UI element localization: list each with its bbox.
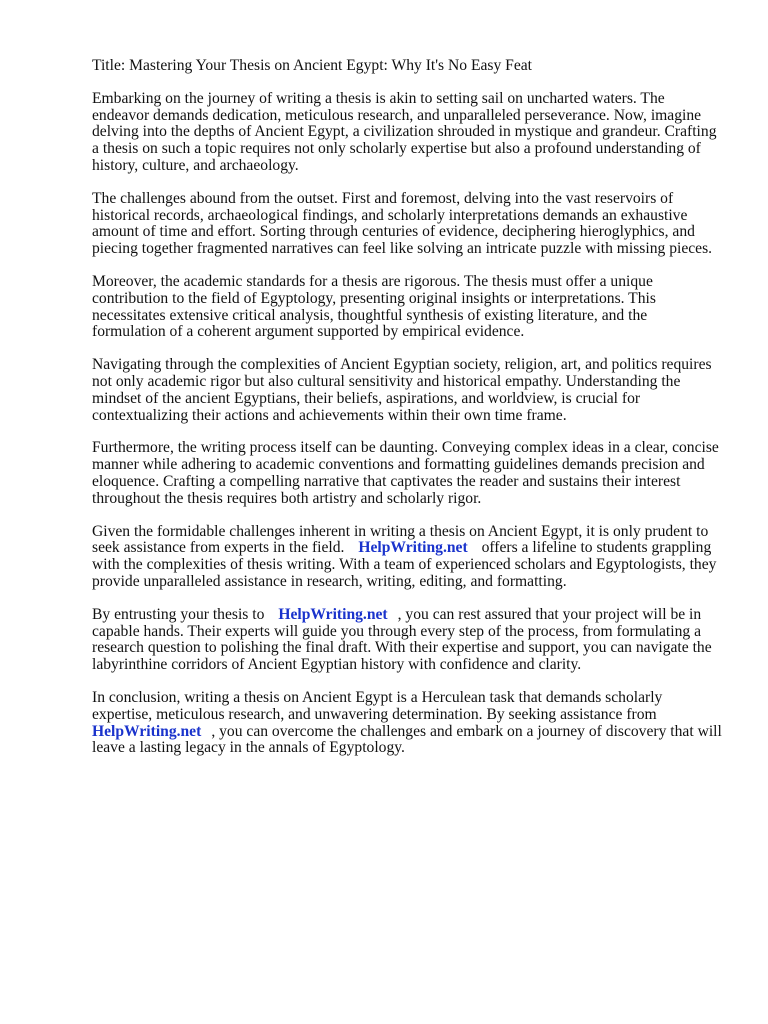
paragraph-standards: Moreover, the academic standards for a thesis are rigorous. The thesis must offer a unique contribution to the field of Egyptology, presenting original insights or interpretations. This necessitates extensive critical analysis, thoughtful synthesis of existing literature, and the formulation of a coherent argument supported by empirical evidence.: [92, 272, 656, 341]
paragraph-challenges: The challenges abound from the outset. First and foremost, delving into the vast reservoirs of historical records, archaeological findings, and scholarly interpretations demands an exhaustive amount of time and effort. Sorting through centuries of evidence, deciphering hieroglyphics, and piecing together fragmented narratives can feel like solving an intricate puzzle with missing pieces.: [92, 189, 713, 258]
paragraph-assistance-text-after: offers a lifeline to students grappling with the complexities of thesis writing. With a team of experienced scholars and Egyptologists, they provide unparalleled assistance in research, writing, editing, and formatting.: [92, 539, 717, 590]
document-title: Title: Mastering Your Thesis on Ancient Egypt: Why It's No Easy Feat: [92, 57, 533, 74]
helpwriting-link-2[interactable]: HelpWriting.net: [278, 605, 388, 623]
paragraph-entrusting: [92, 607, 724, 674]
paragraph-conclusion-text-after: , you can overcome the challenges and embark on a journey of discovery that will leave a lasting legacy in the annals of Egyptology.: [92, 722, 722, 757]
paragraph-assistance-text-before: Given the formidable challenges inherent in writing a thesis on Ancient Egypt, it is only prudent to seek assistance from experts in the field.: [92, 522, 709, 557]
paragraph-entrusting-text-before: By entrusting your thesis to: [92, 605, 265, 623]
paragraph-complexities: Navigating through the complexities of Ancient Egyptian society, religion, art, and politics requires not only academic rigor but also cultural sensitivity and historical empathy. Understanding the mindset of the ancient Egyptians, their beliefs, aspirations, and worldview, is crucial for contextualizing their actions and achievements within their own time frame.: [92, 356, 712, 424]
paragraph-conclusion: [92, 690, 724, 757]
document-page: [92, 58, 724, 773]
helpwriting-link-1[interactable]: HelpWriting.net: [358, 539, 468, 557]
paragraph-assistance: [92, 524, 724, 591]
helpwriting-link-3[interactable]: HelpWriting.net: [92, 722, 202, 740]
paragraph-writing-process: Furthermore, the writing process itself can be daunting. Conveying complex ideas in a clear, concise manner while adhering to academic conventions and formatting guidelines demands precision and eloquence. Crafting a compelling narrative that captivates the reader and sustains their interest throughout the thesis requires both artistry and scholarly rigor.: [92, 439, 719, 507]
paragraph-intro: Embarking on the journey of writing a thesis is akin to setting sail on uncharted waters. The endeavor demands dedication, meticulous research, and unparalleled perseverance. Now, imagine delving into the depths of Ancient Egypt, a civilization shrouded in mystique and grandeur. Crafting a thesis on such a topic requires not only scholarly expertise but also a profound understanding of history, culture, and archaeology.: [92, 89, 717, 174]
paragraph-entrusting-text-after: , you can rest assured that your project will be in capable hands. Their experts will guide you through every step of the process, from formulating a research question to polishing the final draft. With their expertise and support, you can navigate the labyrinthine corridors of Ancient Egyptian history with confidence and clarity.: [92, 605, 712, 674]
paragraph-conclusion-text-before: In conclusion, writing a thesis on Ancient Egypt is a Herculean task that demands scholarly expertise, meticulous research, and unwavering determination. By seeking assistance from: [92, 688, 663, 723]
